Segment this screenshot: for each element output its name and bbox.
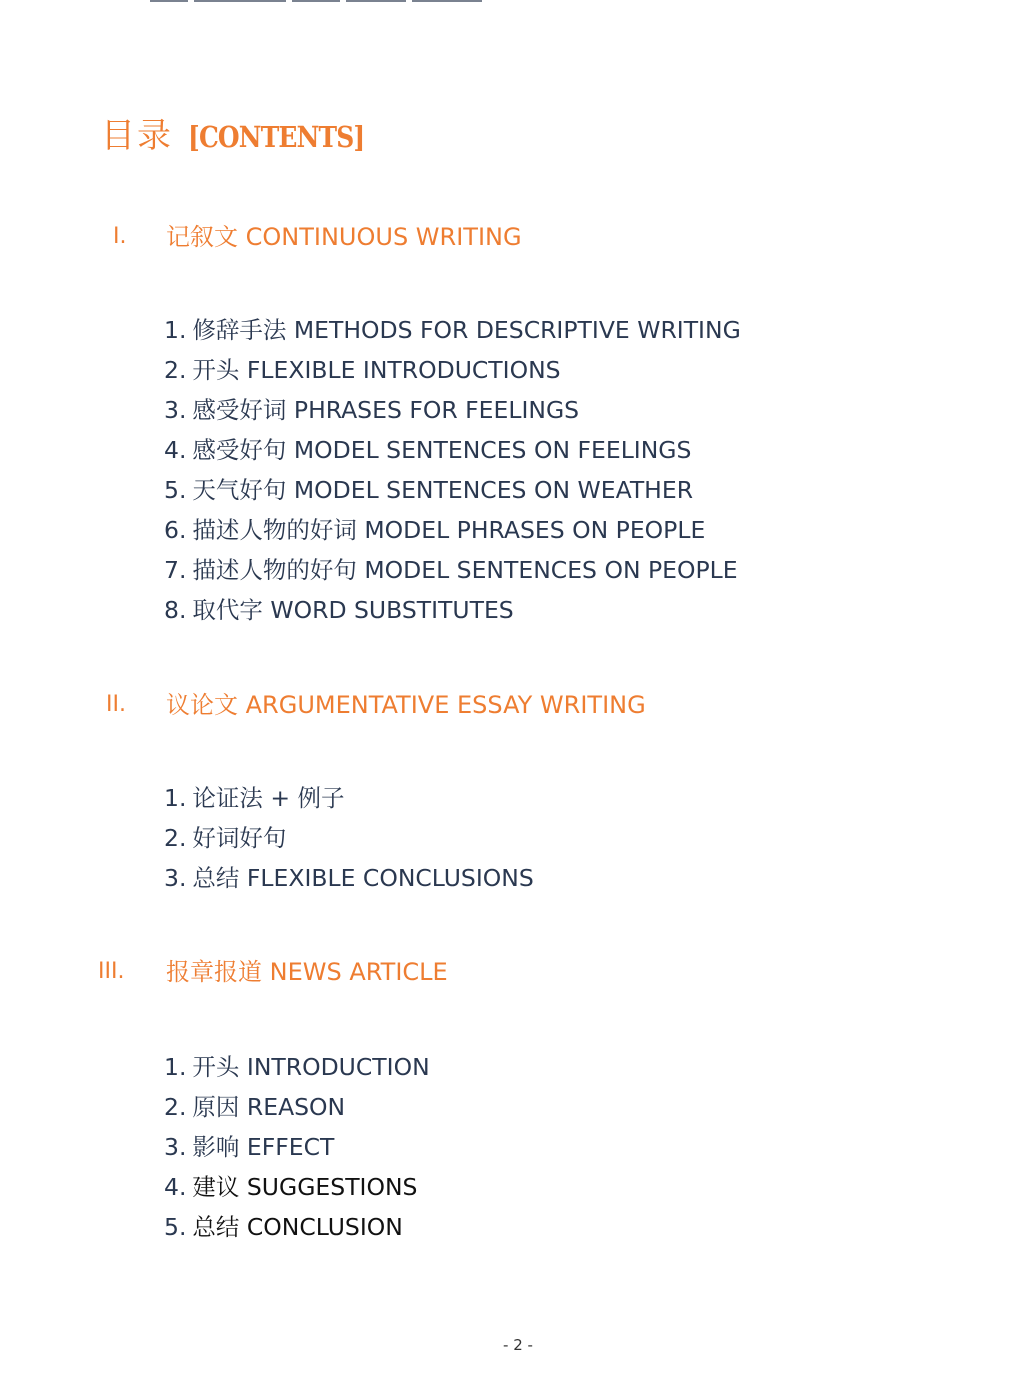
item-label: 取代字 WORD SUBSTITUTES — [192, 596, 514, 624]
section-title: 记叙文 CONTINUOUS WRITING — [166, 223, 522, 251]
toc-item[interactable] — [164, 1207, 430, 1247]
item-label: 开头 FLEXIBLE INTRODUCTIONS — [192, 356, 561, 384]
section-3-list — [164, 1047, 430, 1247]
item-number: 5. — [164, 476, 187, 504]
item-number: 4. — [164, 1173, 187, 1201]
toc-item[interactable] — [164, 858, 534, 898]
section-title: 议论文 ARGUMENTATIVE ESSAY WRITING — [166, 691, 646, 719]
section-1-list — [164, 310, 741, 630]
item-number: 2. — [164, 356, 187, 384]
item-label: 修辞手法 METHODS FOR DESCRIPTIVE WRITING — [192, 316, 741, 344]
title-english: [CONTENTS] — [187, 120, 365, 154]
item-number: 8. — [164, 596, 187, 624]
toc-item[interactable] — [164, 350, 741, 390]
toc-item[interactable] — [164, 1047, 430, 1087]
item-label: 感受好句 MODEL SENTENCES ON FEELINGS — [192, 436, 692, 464]
toc-item[interactable] — [164, 390, 741, 430]
item-number: 2. — [164, 1093, 187, 1121]
item-number: 1. — [164, 316, 187, 344]
item-number: 3. — [164, 396, 187, 424]
page-number: - 2 - — [503, 1336, 533, 1354]
item-number: 6. — [164, 516, 187, 544]
item-label: 感受好词 PHRASES FOR FEELINGS — [192, 396, 580, 424]
item-label: 天气好句 MODEL SENTENCES ON WEATHER — [192, 476, 694, 504]
item-label: 总结 FLEXIBLE CONCLUSIONS — [192, 864, 534, 892]
toc-item[interactable] — [164, 470, 741, 510]
item-number: 5. — [164, 1213, 187, 1241]
toc-item[interactable] — [164, 1127, 430, 1167]
section-numeral: II. — [106, 692, 126, 717]
item-number: 3. — [164, 864, 187, 892]
toc-item[interactable] — [164, 310, 741, 350]
item-number: 1. — [164, 784, 187, 812]
toc-item[interactable] — [164, 430, 741, 470]
section-numeral: I. — [113, 224, 127, 249]
toc-item[interactable] — [164, 778, 534, 818]
toc-item[interactable] — [164, 1087, 430, 1127]
item-label: 开头 INTRODUCTION — [192, 1053, 430, 1081]
cut-off-text-line — [150, 0, 580, 2]
item-label: 总结 CONCLUSION — [192, 1213, 403, 1241]
item-number: 1. — [164, 1053, 187, 1081]
title-chinese: 目录 — [101, 116, 173, 156]
item-label: 好词好句 — [192, 824, 287, 852]
toc-item[interactable] — [164, 1167, 430, 1207]
item-label: 描述人物的好句 MODEL SENTENCES ON PEOPLE — [192, 556, 738, 584]
section-title: 报章报道 NEWS ARTICLE — [166, 958, 448, 986]
item-number: 4. — [164, 436, 187, 464]
item-number: 3. — [164, 1133, 187, 1161]
item-label: 影响 EFFECT — [192, 1133, 335, 1161]
item-label: 原因 REASON — [192, 1093, 346, 1121]
section-numeral: III. — [98, 959, 125, 984]
toc-item[interactable] — [164, 550, 741, 590]
item-number: 2. — [164, 824, 187, 852]
toc-item[interactable] — [164, 510, 741, 550]
toc-item[interactable] — [164, 590, 741, 630]
item-label: 论证法 + 例子 — [192, 784, 345, 812]
item-label: 建议 SUGGESTIONS — [192, 1173, 418, 1201]
section-2-list — [164, 778, 534, 898]
toc-item[interactable] — [164, 818, 534, 858]
item-label: 描述人物的好词 MODEL PHRASES ON PEOPLE — [192, 516, 706, 544]
item-number: 7. — [164, 556, 187, 584]
page-title — [101, 114, 393, 159]
